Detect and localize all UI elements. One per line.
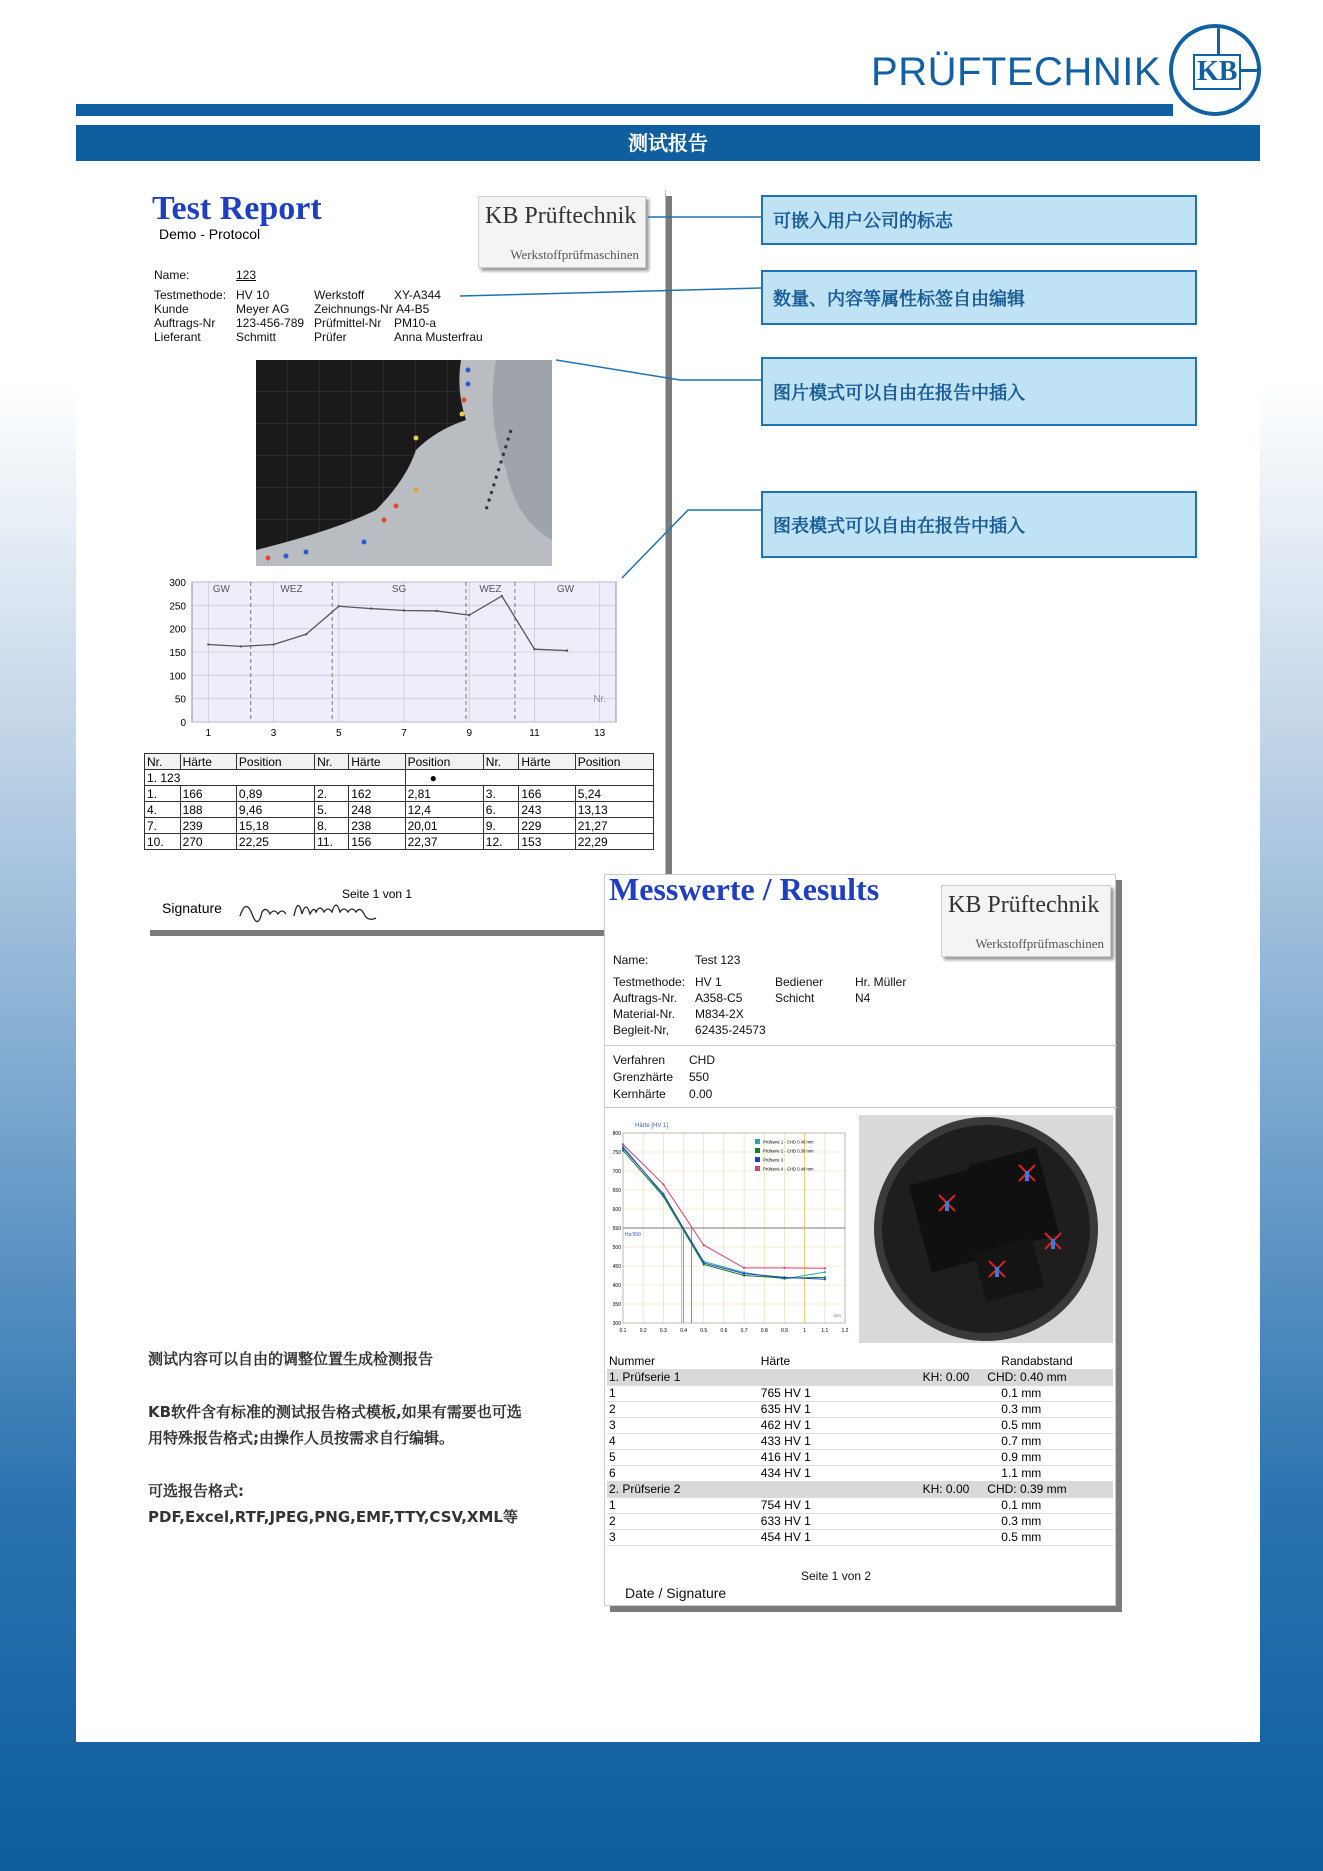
cell: 0.9 mm: [971, 1449, 1113, 1465]
x-tick-label: 0.4: [680, 1328, 688, 1334]
series-label: 2. Prüfserie 2: [607, 1481, 759, 1497]
data-point: [272, 643, 274, 645]
table-row: [607, 1529, 1113, 1545]
material-label: Material-Nr.: [613, 1007, 676, 1021]
table-row: [607, 1449, 1113, 1465]
data-point: [370, 607, 372, 609]
cell: 2: [607, 1401, 759, 1417]
x-tick-label: 0.9: [780, 1328, 788, 1334]
y-tick-label: 700: [612, 1169, 621, 1175]
data-point: [533, 648, 535, 650]
handwritten-signature: [236, 892, 386, 926]
table-row: [607, 1401, 1113, 1417]
cell: 248: [349, 802, 405, 818]
x-tick-label: 7: [401, 728, 407, 739]
callout-logo: 可嵌入用户公司的标志: [761, 195, 1197, 245]
company-logo: [941, 885, 1111, 957]
name-value: Test 123: [695, 953, 741, 967]
data-point: [622, 1147, 624, 1149]
name-label: Name:: [154, 268, 190, 282]
cell: 270: [180, 834, 236, 850]
cell: 0.7 mm: [971, 1433, 1113, 1449]
zone-label: GW: [212, 584, 230, 595]
data-point: [240, 645, 242, 647]
cell: 5.: [315, 802, 349, 818]
lieferant-value: Schmitt: [236, 330, 277, 344]
cell: [870, 1465, 971, 1481]
cell: 3: [607, 1417, 759, 1433]
note-templates-line1: KB软件含有标准的测试报告格式模板,如果有需要也可选: [148, 1403, 522, 1421]
cell: 22,25: [236, 834, 314, 850]
table-row: [607, 1465, 1113, 1481]
legend-label: Prüfserie 2 - CHD 0.39 mm: [763, 1148, 814, 1154]
cell: [870, 1433, 971, 1449]
cell: 21,27: [575, 818, 653, 834]
cell: 22,37: [405, 834, 483, 850]
y-tick-label: 300: [169, 578, 186, 589]
data-point: [743, 1273, 745, 1275]
hardness-table: [144, 753, 654, 850]
zone-label: WEZ: [479, 584, 502, 595]
y-tick-label: 200: [169, 624, 186, 636]
table-row: [607, 1385, 1113, 1401]
brand-header: [861, 24, 1261, 114]
data-point: [703, 1244, 705, 1246]
x-axis-label: Nr.: [593, 694, 606, 705]
cell: 9.: [483, 818, 519, 834]
cell: 754 HV 1: [759, 1497, 870, 1513]
brand-divider: [76, 104, 1173, 116]
group-marker: ●: [405, 770, 653, 786]
zone-label: GW: [556, 584, 575, 595]
column-header: Nr.: [145, 754, 181, 770]
grenzhaerte-value: 550: [689, 1070, 710, 1084]
cell: 11.: [315, 834, 349, 850]
kernhaerte-label: Kernhärte: [613, 1087, 666, 1101]
cell: [759, 1369, 870, 1385]
column-header: [870, 1353, 971, 1369]
table-row: [145, 834, 654, 850]
chart-background: [605, 1115, 853, 1343]
report-subtitle: Demo - Protocol: [159, 226, 261, 242]
cell: 243: [519, 802, 575, 818]
note-templates-line2: 用特殊报告格式;由操作人员按需求自行编辑。: [148, 1429, 455, 1447]
data-point: [338, 605, 340, 607]
pruefmittel-value: PM10-a: [394, 316, 437, 330]
signature-label: Date / Signature: [625, 1585, 727, 1601]
y-tick-label: 750: [612, 1150, 621, 1156]
results-report-sample: [604, 871, 1116, 1606]
legend-swatch: [755, 1148, 760, 1153]
zone-label: SG: [391, 584, 407, 595]
data-point: [824, 1276, 826, 1278]
begleit-value: 62435-24573: [695, 1023, 766, 1037]
cell: 7.: [145, 818, 181, 834]
specimen-photo-image: [859, 1115, 1113, 1343]
cell: 10.: [145, 834, 181, 850]
cell: 20,01: [405, 818, 483, 834]
table-row: [145, 802, 654, 818]
cell: CHD: 0.39 mm: [971, 1481, 1113, 1497]
callout-chart: 图表模式可以自由在报告中插入: [761, 491, 1197, 558]
bediener-label: Bediener: [775, 975, 824, 989]
cell: 1: [607, 1385, 759, 1401]
cell: 0.1 mm: [971, 1497, 1113, 1513]
note-adjust-layout: 测试内容可以自由的调整位置生成检测报告: [148, 1350, 434, 1368]
cell: 765 HV 1: [759, 1385, 870, 1401]
company-logo-name: KB Prüftechnik: [948, 892, 1100, 918]
x-tick-label: 0.7: [740, 1328, 748, 1334]
y-tick-label: 250: [169, 601, 186, 613]
pruefer-label: Prüfer: [314, 330, 347, 344]
cell: 2.: [315, 786, 349, 802]
bediener-value: Hr. Müller: [855, 975, 907, 989]
cell: 22,29: [575, 834, 653, 850]
data-point: [703, 1262, 705, 1264]
table-row: [607, 1417, 1113, 1433]
x-tick-label: 1.1: [821, 1328, 829, 1334]
cell: 162: [349, 786, 405, 802]
limit-label: Hs:550: [625, 1232, 641, 1238]
cell: 12,4: [405, 802, 483, 818]
name-value: 123: [236, 268, 257, 282]
cell: 0.3 mm: [971, 1513, 1113, 1529]
column-header: Härte: [349, 754, 405, 770]
column-header: Nr.: [483, 754, 519, 770]
cell: KH: 0.00: [870, 1369, 971, 1385]
data-point: [743, 1267, 745, 1269]
cell: [759, 1481, 870, 1497]
testmethode-label: Testmethode:: [613, 975, 686, 989]
cell: 635 HV 1: [759, 1401, 870, 1417]
pruefmittel-label: Prüfmittel-Nr: [314, 316, 382, 330]
page-number: Seite 1 von 2: [801, 1569, 872, 1583]
grenzhaerte-label: Grenzhärte: [613, 1070, 674, 1084]
table-row: [145, 818, 654, 834]
table-row: [607, 1513, 1113, 1529]
y-tick-label: 50: [174, 694, 186, 706]
y-tick-label: 100: [169, 671, 186, 683]
column-header: Härte: [180, 754, 236, 770]
callout-fields: 数量、内容等属性标签自由编辑: [761, 270, 1197, 325]
cell: [870, 1449, 971, 1465]
auftrag-value: 123-456-789: [236, 316, 305, 330]
auftrag-value: A358-C5: [695, 991, 743, 1005]
verfahren-label: Verfahren: [613, 1053, 666, 1067]
y-tick-label: 150: [169, 648, 186, 659]
column-header: Härte: [519, 754, 575, 770]
x-tick-label: 11: [529, 728, 540, 739]
kb-logo-text: KB: [1193, 54, 1241, 90]
legend-swatch: [755, 1166, 760, 1171]
column-header: Nummer: [607, 1353, 759, 1369]
note-formats-title: 可选报告格式:: [148, 1482, 244, 1500]
auftrag-label: Auftrags-Nr.: [613, 991, 678, 1005]
zeichnung-value: A4-B5: [396, 302, 430, 316]
divider: [605, 1107, 1117, 1108]
data-point: [622, 1143, 624, 1145]
schicht-value: N4: [855, 991, 871, 1005]
x-tick-label: 3: [270, 728, 277, 739]
cell: [870, 1401, 971, 1417]
hardness-profile-chart: [144, 572, 666, 742]
cell: 0.5 mm: [971, 1417, 1113, 1433]
cell: 6: [607, 1465, 759, 1481]
data-point: [783, 1276, 785, 1278]
cell: [870, 1529, 971, 1545]
x-tick-label: 0.1: [619, 1328, 627, 1334]
kb-logo-icon: [1169, 24, 1261, 116]
data-point: [207, 643, 209, 645]
series-row: [607, 1369, 1113, 1385]
divider: [605, 1045, 1117, 1046]
cell: 166: [180, 786, 236, 802]
table-header-row: [145, 754, 654, 770]
cell: 0.5 mm: [971, 1529, 1113, 1545]
hardness-depth-chart: [605, 1115, 853, 1343]
y-tick-label: 300: [612, 1321, 621, 1327]
x-tick-label: 1: [205, 728, 212, 739]
x-axis-label: mm: [833, 1313, 841, 1318]
cell: 156: [349, 834, 405, 850]
signature-label: Signature: [162, 900, 222, 916]
cell: 462 HV 1: [759, 1417, 870, 1433]
cell: 5: [607, 1449, 759, 1465]
kunde-value: Meyer AG: [236, 302, 290, 316]
kernhaerte-value: 0.00: [689, 1087, 713, 1101]
name-label: Name:: [613, 953, 649, 967]
cell: 229: [519, 818, 575, 834]
page-number: Seite 1 von 1: [342, 887, 413, 901]
cell: 0,89: [236, 786, 314, 802]
data-point: [566, 649, 568, 651]
data-point: [662, 1193, 664, 1195]
cell: 5,24: [575, 786, 653, 802]
company-logo-tagline: Werkstoffprüfmaschinen: [975, 936, 1104, 951]
chart-title: Härte [HV 1]: [635, 1123, 669, 1129]
cell: 4: [607, 1433, 759, 1449]
cell: [870, 1385, 971, 1401]
werkstoff-label: Werkstoff: [314, 288, 365, 302]
material-value: M834-2X: [695, 1007, 744, 1021]
y-tick-label: 600: [612, 1207, 621, 1213]
table-row: [145, 786, 654, 802]
column-header: Nr.: [315, 754, 349, 770]
column-header: Position: [405, 754, 483, 770]
data-point: [403, 609, 405, 611]
testmethode-value: HV 1: [695, 975, 722, 989]
x-tick-label: 0.2: [639, 1328, 647, 1334]
cell: 15,18: [236, 818, 314, 834]
x-tick-label: 13: [594, 728, 606, 739]
x-tick-label: 0.3: [659, 1328, 667, 1334]
x-tick-label: 1.2: [841, 1328, 849, 1334]
y-tick-label: 650: [612, 1188, 621, 1194]
cell: 3: [607, 1529, 759, 1545]
legend-label: Prüfserie 1 - CHD 0.40 mm: [763, 1139, 814, 1145]
cell: 12.: [483, 834, 519, 850]
y-tick-label: 450: [612, 1264, 621, 1270]
cell: 153: [519, 834, 575, 850]
y-tick-label: 550: [612, 1226, 621, 1232]
zone-label: WEZ: [280, 584, 303, 595]
results-title: Messwerte / Results: [609, 871, 880, 907]
x-tick-label: 1: [803, 1328, 807, 1334]
cell: 6.: [483, 802, 519, 818]
cell: 1.: [145, 786, 181, 802]
auftrag-label: Auftrags-Nr: [154, 316, 216, 330]
cell: 188: [180, 802, 236, 818]
cell: 0.3 mm: [971, 1401, 1113, 1417]
group-label: 1. 123: [145, 770, 406, 786]
cell: 238: [349, 818, 405, 834]
note-formats-list: PDF,Excel,RTF,JPEG,PNG,EMF,TTY,CSV,XML等: [148, 1508, 518, 1526]
data-point: [824, 1278, 826, 1280]
cell: 8.: [315, 818, 349, 834]
zeichnung-label: Zeichnungs-Nr: [314, 302, 393, 316]
weld-micrograph-image: [256, 360, 552, 566]
test-report-sample: [144, 190, 666, 930]
cell: 416 HV 1: [759, 1449, 870, 1465]
series-label: 1. Prüfserie 1: [607, 1369, 759, 1385]
table-group-row: [145, 770, 654, 786]
cell: [870, 1497, 971, 1513]
company-logo-name: KB Prüftechnik: [485, 203, 637, 229]
table-header-row: [607, 1353, 1113, 1369]
x-tick-label: 5: [335, 728, 342, 739]
brand-name: PRÜFTECHNIK: [871, 50, 1161, 94]
schicht-label: Schicht: [775, 991, 815, 1005]
page-title: 测试报告: [76, 125, 1260, 161]
data-point: [435, 610, 437, 612]
legend-swatch: [755, 1139, 760, 1144]
data-point: [501, 595, 503, 597]
werkstoff-value: XY-A344: [394, 288, 441, 302]
verfahren-value: CHD: [689, 1053, 715, 1067]
pruefer-value: Anna Musterfrau: [394, 330, 483, 344]
column-header: Härte: [759, 1353, 870, 1369]
company-logo-tagline: Werkstoffprüfmaschinen: [510, 247, 639, 262]
cell: 433 HV 1: [759, 1433, 870, 1449]
lieferant-label: Lieferant: [154, 330, 201, 344]
x-tick-label: 0.8: [760, 1328, 768, 1334]
cell: 9,46: [236, 802, 314, 818]
y-tick-label: 500: [612, 1245, 621, 1251]
table-row: [607, 1497, 1113, 1513]
cell: CHD: 0.40 mm: [971, 1369, 1113, 1385]
cell: 3.: [483, 786, 519, 802]
data-point: [783, 1267, 785, 1269]
begleit-label: Begleit-Nr,: [613, 1023, 670, 1037]
y-tick-label: 400: [612, 1283, 621, 1289]
testmethode-value: HV 10: [236, 288, 270, 302]
x-tick-label: 0.5: [700, 1328, 708, 1334]
data-point: [824, 1271, 826, 1273]
y-tick-label: 0: [180, 718, 186, 729]
column-header: Randabstand: [971, 1353, 1113, 1369]
cell: 239: [180, 818, 236, 834]
series-row: [607, 1481, 1113, 1497]
cell: 1: [607, 1497, 759, 1513]
cell: KH: 0.00: [870, 1481, 971, 1497]
legend-label: Prüfserie 4 - CHD 0.44 mm: [763, 1166, 814, 1172]
cell: 2: [607, 1513, 759, 1529]
data-point: [824, 1267, 826, 1269]
callout-image: 图片模式可以自由在报告中插入: [761, 357, 1197, 426]
cell: 633 HV 1: [759, 1513, 870, 1529]
cell: 1.1 mm: [971, 1465, 1113, 1481]
cell: 454 HV 1: [759, 1529, 870, 1545]
table-row: [607, 1433, 1113, 1449]
data-point: [662, 1183, 664, 1185]
report-title: Test Report: [152, 190, 322, 227]
kunde-label: Kunde: [154, 302, 189, 316]
legend-swatch: [755, 1157, 760, 1162]
legend-label: Prüfserie 3: [763, 1157, 784, 1163]
results-table: [607, 1353, 1113, 1546]
cell: 166: [519, 786, 575, 802]
company-logo: [478, 196, 646, 268]
cell: 13,13: [575, 802, 653, 818]
y-tick-label: 800: [612, 1131, 621, 1137]
testmethode-label: Testmethode:: [154, 288, 227, 302]
x-tick-label: 9: [466, 728, 473, 739]
x-tick-label: 0.6: [720, 1328, 728, 1334]
cell: [870, 1513, 971, 1529]
cell: 4.: [145, 802, 181, 818]
column-header: Position: [236, 754, 314, 770]
data-point: [743, 1274, 745, 1276]
data-point: [305, 633, 307, 635]
cell: 434 HV 1: [759, 1465, 870, 1481]
column-header: Position: [575, 754, 653, 770]
y-tick-label: 350: [612, 1302, 621, 1308]
cell: [870, 1417, 971, 1433]
cell: 2,81: [405, 786, 483, 802]
cell: 0.1 mm: [971, 1385, 1113, 1401]
data-point: [468, 614, 470, 616]
